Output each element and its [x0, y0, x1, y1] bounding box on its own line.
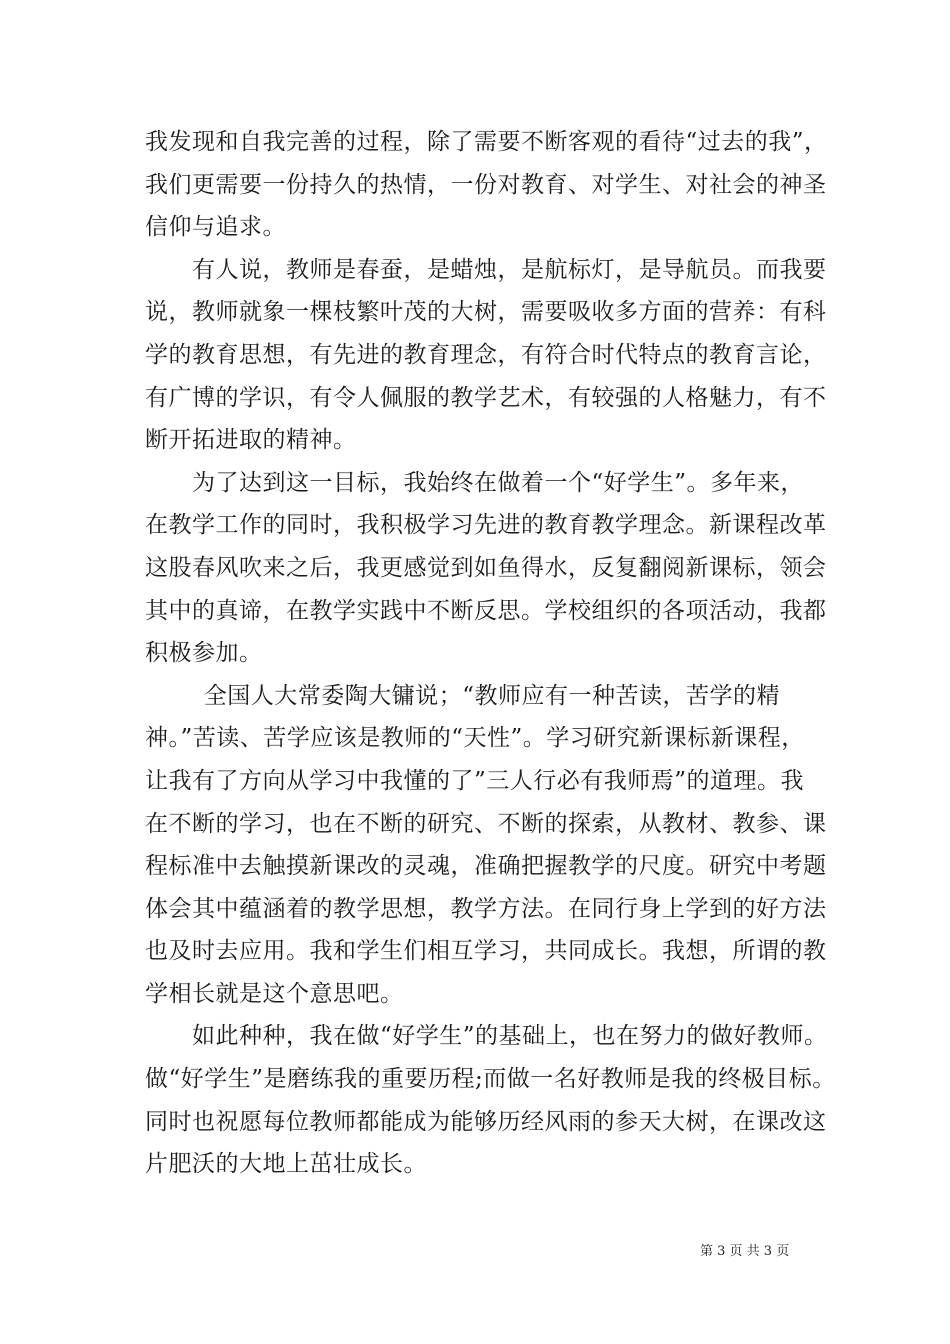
- text-line: 这股春风吹来之后，我更感觉到如鱼得水，反复翻阅新课标，领会: [145, 554, 827, 581]
- text-line: 片肥沃的大地上茁壮成长。: [145, 1151, 427, 1178]
- text-line: 也及时去应用。我和学生们相互学习，共同成长。我想，所谓的教: [145, 938, 827, 965]
- paragraph: [145, 462, 827, 675]
- text-line: 学的教育思想，有先进的教育理念，有符合时代特点的教育言论，: [145, 341, 827, 368]
- text-line: 积极参加。: [145, 640, 263, 667]
- text-line: 信仰与追求。: [145, 214, 286, 241]
- text-line: 程标准中去触摸新课改的灵魂，准确把握教学的尺度。研究中考题: [145, 853, 827, 880]
- text-line: 同时也祝愿每位教师都能成为能够历经风雨的参天大树，在课改这: [145, 1108, 827, 1135]
- text-line: 学相长就是这个意思吧。: [145, 980, 404, 1007]
- text-line: 神。”苦读、苦学应该是教师的“天性”。学习研究新课标新课程，: [145, 725, 805, 752]
- page-footer: 第 3 页 共 3 页: [700, 1244, 790, 1259]
- paragraph: [145, 249, 827, 462]
- text-line: 我发现和自我完善的过程，除了需要不断客观的看待“过去的我”，: [145, 129, 828, 155]
- text-line: 其中的真谛，在教学实践中不断反思。学校组织的各项活动，我都: [145, 597, 827, 624]
- text-line: 在教学工作的同时，我积极学习先进的教育教学理念。新课程改革: [145, 512, 827, 539]
- text-line: 体会其中蕴涵着的教学思想，教学方法。在同行身上学到的好方法: [145, 895, 827, 922]
- document-body: [145, 121, 836, 1186]
- text-line: 说，教师就象一棵枝繁叶茂的大树，需要吸收多方面的营养：有科: [145, 299, 827, 326]
- text-line: 断开拓进取的精神。: [145, 427, 357, 454]
- paragraph: [145, 121, 828, 249]
- text-line: 为了达到这一目标，我始终在做着一个“好学生”。多年来，: [192, 469, 805, 496]
- text-line: 如此种种，我在做“好学生”的基础上，也在努力的做好教师。: [192, 1023, 828, 1050]
- text-line: 有广博的学识，有令人佩服的教学艺术，有较强的人格魅力，有不: [145, 384, 827, 411]
- text-line: 我们更需要一份持久的热情，一份对教育、对学生、对社会的神圣: [145, 171, 827, 198]
- paragraph: [145, 1015, 836, 1185]
- text-line: 让我有了方向从学习中我懂的了”三人行必有我师焉”的道理。我: [145, 767, 805, 794]
- paragraph: [145, 675, 827, 1016]
- text-line: 做“好学生”是磨练我的重要历程;而做一名好教师是我的终极目标。: [145, 1066, 836, 1093]
- text-line: 在不断的学习，也在不断的研究、不断的探索，从教材、教参、课: [145, 810, 827, 837]
- text-line: 全国人大常委陶大镛说；“教师应有一种苦读，苦学的精: [203, 682, 781, 709]
- text-line: 有人说，教师是春蚕，是蜡烛，是航标灯，是导航员。而我要: [192, 256, 827, 283]
